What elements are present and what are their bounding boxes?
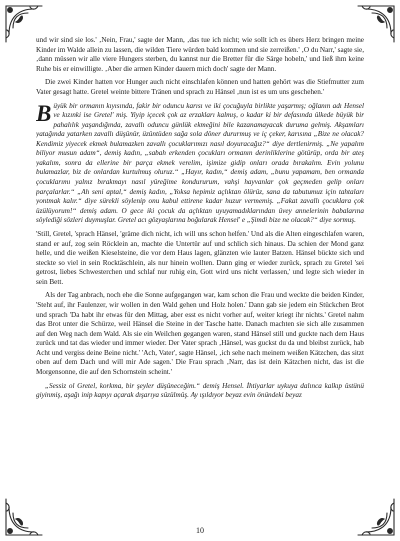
paragraph-turkish-translation: „Sessiz ol Gretel, korkma, bir şeyler düşüneceğim.“ demiş Hensel. İhtiyarlar uykuya dalınca kalkıp üstünü giyinmiş, aşağı inip kapıyı açarak dışarıya süzülmüş. Ay ışıldıyor beyaz evin önündeki beyaz xyxy=(36,381,364,400)
page-content xyxy=(36,36,364,512)
drop-cap: B xyxy=(36,100,52,126)
paragraph-text: üyük bir ormanın kıyısında, fakir bir oduncu karısı ve iki çocuğuyla birlikte yaşarmış; oğlanın adı Hensel ve kızınki ise Gretel' miş. Yiyip içecek çok az erzakları kalmış, o kadar ki bir defasında ülkede büyük bir pahalılık yaşandığında, zavallı oduncu günlük ekmeğini bile kazanamayacak duruma gelmiş. Akşamları yatağında yatarken zavallı düşünür, üzüntüden sağa sola döner dururmuş ve iç çeker, karısına „Bize ne olacak? Kendimiz yiyecek ekmek bulamazken zavallı çocuklarımızı nasıl doyuracağız?“ diye dertlenirmiş. „Ne yapalım biliyor musun adam“, demiş kadın, „sabah erkenden çocukları ormanın derinliklerine götürüp, orda bir ateş yakalım, sonra da ellerine bir parça ekmek verelim, işimize gidip onları orada bırakalım. Evin yolunu bulamazlar, biz de onlardan kurtulmuş oluruz.“ „Hayır, kadın,“ demiş adam, „bunu yapamam, ben ormanda çocuklarımı yalnız bırakmayı nasıl yüreğime kondururum, vahşi hayvanlar çok geçmeden gelip onları parçalarlar.“ „Ah seni aptal,“ demiş kadın, „Yoksa hepimiz açlıktan ölürüz, sana da tabutumuz için tahtaları yontmak kalır.“ diye sürekli söylenip onu kabul ettirene kadar huzur vermemiş. „Fakat zavallı çocuklara çok üzülüyorum!“ demiş adam. O gece iki çocuk da açlıktan uyuyamadıklarından üvey annelerinin babalarına söylediği sözleri duymuşlar. Gretel acı gözyaşlarına boğularak Hensel' e „Şimdi bize ne olacak?“ diye sormuş. xyxy=(36,101,364,225)
paragraph-german: 'Still, Gretel, 'sprach Hänsel, 'gräme dich nicht, ich will uns schon helfen.' Und als die Alten eingeschlafen waren, stand er auf, zog sein Röcklein an, machte die Untertür auf und schlich sich hinaus. Da schien der Mond ganz helle, und die weißen Kieselsteine, die vor dem Haus lagen, glänzten wie lauter Batzen. Hänsel bückte sich und steckte so viel in sein Rocktäschlein, als nur hinein wollten. Dann ging er wieder zurück, sprach zu Gretel 'sei getrost, liebes Schwesterchen und schlaf nur ruhig ein, Gott wird uns nicht verlassen,' und legte sich wieder in sein Bett. xyxy=(36,229,364,286)
paragraph-german: Als der Tag anbrach, noch ehe die Sonne aufgegangen war, kam schon die Frau und weckte die beiden Kinder, 'Steht auf, ihr Faulenzer, wir wollen in den Wald gehen und Holz holen.' Dann gab sie jedem ein Stückchen Brot und sprach 'Da habt ihr etwas für den Mittag, aber esst es nicht vorher auf, weiter kriegt ihr nichts.' Gretel nahm das Brot unter die Schürze, weil Hänsel die Steine in der Tasche hatte. Danach machten sie sich alle zusammen auf den Weg nach dem Wald. Als sie ein Weilchen gegangen waren, stand Hänsel still und guckte nach dem Haus zurück und tat das wieder und immer wieder. Der Vater sprach ‚Hänsel, was guckst du da und bleibst zurück, hab Acht und vergiss deine Beine nicht.' 'Ach, Vater', sagte Hänsel, ‚ich sehe nach meinem weißen Kätzchen, das sitzt oben auf dem Dach und will mir Ade sagen.' Die Frau sprach ‚Narr, das ist dein Kätzchen nicht, das ist die Morgensonne, die auf den Schornstein scheint.' xyxy=(36,291,364,376)
page-number: 10 xyxy=(196,526,204,535)
paragraph-german-continuation: und wir sind sie los.' ‚Nein, Frau,' sagte der Mann, ‚das tue ich nicht; wie sollt ich es übers Herz bringen meine Kinder im Walde allein zu lassen, die wilden Tiere würden bald kommen und sie zerreißen.' ‚O du Narr,' sagte sie, ‚dann müssen wir alle viere Hungers sterben, du kannst nur die Bretter für die Särge hobeln,' und ließ ihm keine Ruhe bis er einwilligte. ‚Aber die armen Kinder dauern mich doch' sagte der Mann. xyxy=(36,36,364,73)
paragraph-turkish-translation xyxy=(36,102,364,226)
paragraph-german: Die zwei Kinder hatten vor Hunger auch nicht einschlafen können und hatten gehört was die Stiefmutter zum Vater gesagt hatte. Gretel weinte bittere Tränen und sprach zu Hänsel ‚nun ist es um uns geschehen.' xyxy=(36,78,364,96)
